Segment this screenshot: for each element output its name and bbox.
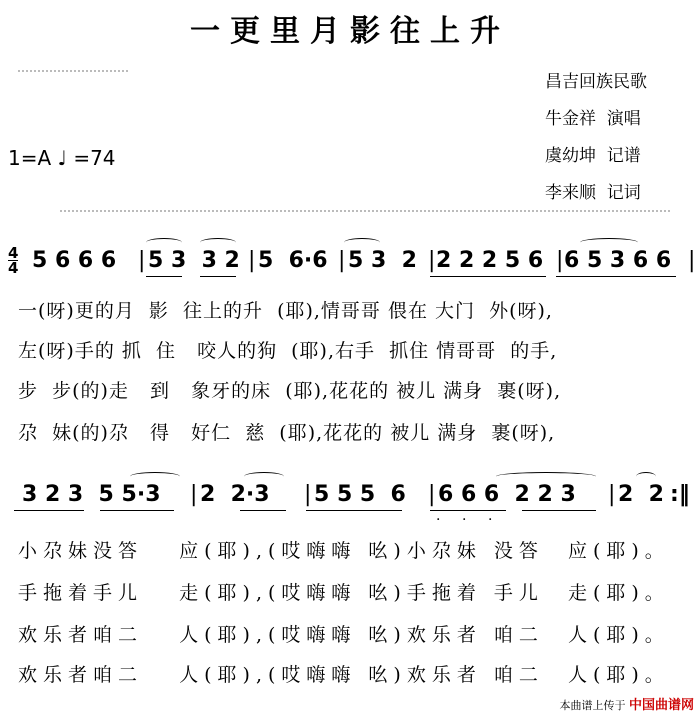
scan-noise [60, 210, 670, 218]
underline-beat [522, 510, 596, 511]
measure: 2 2 2 5 6 [436, 248, 544, 273]
barline: | [688, 248, 696, 273]
measure: 5 5 5 6 [314, 482, 406, 507]
verse-line: 左(呀)手的 抓 住 咬人的狗 (耶),右手 抓住 情哥哥 的手, [18, 340, 558, 362]
underline-beat [556, 276, 676, 277]
credit-lyrics: 李来顺 记词 [545, 183, 641, 203]
measure: 6 6 6 2 2 3 [438, 482, 576, 507]
time-signature: 4 4 [8, 244, 19, 277]
slur [496, 472, 596, 481]
barline: | [556, 248, 564, 273]
measure: 5 6·6 [258, 248, 328, 273]
lower-octave-dot: · [436, 512, 441, 528]
source-footer [559, 694, 694, 713]
barline: | [190, 482, 198, 507]
underline-beat [14, 510, 84, 511]
barline: | [304, 482, 312, 507]
score-line-2 [8, 480, 692, 510]
underline-beat [200, 276, 236, 277]
measure: 5 6 6 6 [32, 248, 117, 273]
measure: 2 2 [618, 482, 664, 507]
slur [146, 238, 182, 247]
verse-line: 手拖着手儿 走(耶),(哎嗨嗨 吆)手拖着 手儿 走(耶)。 [18, 582, 670, 604]
verse-line: 步 步(的)走 到 象牙的床 (耶),花花的 被儿 满身 裹(呀), [18, 380, 562, 402]
slur [244, 472, 284, 481]
footer-text: 本曲谱上传于 [559, 699, 626, 712]
song-title: 一更里月影往上升 [190, 14, 510, 49]
measure: 3 2 3 5 5·3 [22, 482, 161, 507]
verse-line: 一(呀)更的月 影 往上的升 (耶),情哥哥 偎在 大门 外(呀), [18, 300, 553, 322]
measure: 5 3 3 2 [148, 248, 240, 273]
credit-origin: 昌吉回族民歌 [545, 72, 647, 92]
credits-block [545, 64, 647, 212]
verse-line: 尕 妹(的)尕 得 好仁 慈 (耶),花花的 被儿 满身 裹(呀), [18, 422, 556, 444]
credit-notation: 虞幼坤 记谱 [545, 146, 641, 166]
barline: | [428, 482, 436, 507]
measure: 5 3 2 [348, 248, 417, 273]
barline: | [138, 248, 146, 273]
underline-beat [430, 510, 506, 511]
underline-beat [430, 276, 546, 277]
score-line-1 [8, 244, 696, 277]
barline: | [428, 248, 436, 273]
key-tempo: 1=A ♩ =74 [8, 146, 116, 170]
repeat-barline: :‖ [670, 482, 690, 507]
underline-beat [306, 510, 402, 511]
slur [130, 472, 180, 481]
measure: 6 5 3 6 6 [564, 248, 672, 273]
lower-octave-dot: · [488, 512, 493, 528]
credit-singer: 牛金祥 演唱 [545, 109, 641, 129]
barline: | [338, 248, 346, 273]
barline: | [248, 248, 256, 273]
slur [580, 238, 638, 247]
verse-line: 欢乐者咱二 人(耶),(哎嗨嗨 吆)欢乐者 咱二 人(耶)。 [18, 624, 670, 646]
underline-beat [100, 510, 174, 511]
footer-site: 中国曲谱网 [628, 698, 694, 713]
slur [200, 238, 236, 247]
measure: 2 2·3 [200, 482, 270, 507]
slur [344, 238, 380, 247]
lower-octave-dot: · [462, 512, 467, 528]
scan-noise [18, 70, 128, 78]
verse-line: 欢乐者咱二 人(耶),(哎嗨嗨 吆)欢乐者 咱二 人(耶)。 [18, 664, 670, 686]
verse-line: 小尕妹没答 应(耶),(哎嗨嗨 吆)小尕妹 没答 应(耶)。 [18, 540, 670, 562]
slur [636, 472, 656, 481]
barline: | [608, 482, 616, 507]
underline-beat [240, 510, 286, 511]
underline-beat [146, 276, 182, 277]
